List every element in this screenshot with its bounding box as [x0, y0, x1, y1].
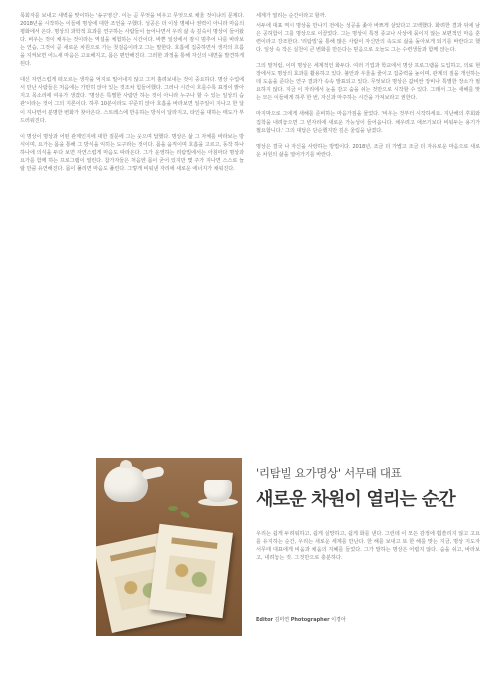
leaf-icon [179, 510, 190, 519]
article-paragraph: 마지막으로 그에게 새해를 준비하는 마음가짐을 물었다. '비우는 것부터 시작하세요. 지난해의 후회와 집착을 내려놓으면 그 빈자리에 새로운 가능성이 들어옵니다. 채우려고 애쓰기보다 비워두는 용기가 필요합니다.' 그의 대답은 단순했지만 깊은 울림을 남겼다. [256, 111, 480, 134]
article-paragraph: 세계가 열리는 순간이라고 할까. [256, 13, 327, 19]
teapot-spout [141, 466, 165, 480]
article-paragraph: 명상은 결국 나 자신을 사랑하는 방법이다. 2018년, 조금 더 가볍고 조금 더 자유로운 마음으로 새로운 차원의 삶을 열어가기를 바란다. [256, 143, 480, 158]
credit-editor-label: Editor [256, 617, 273, 623]
photo-credit [256, 616, 346, 623]
book-cover [149, 524, 233, 618]
feature-kicker: '리탐빌 요가명상' 서무태 대표 [256, 466, 402, 480]
article-paragraph: 목회자를 보내고 새벽을 맞이하는 '송구영신'. 이는 곧 무엇을 비우고 무엇으로 채울 것이냐의 문제다. 2018년을 시작하는 이들에 명상에 대한 조언을 구했다. 성공은 더 이상 명예나 권력이 아니라 마음의 평화에서 온다. 명상의 과학적 효과를 연구하는 사람들이 늘어나면서 우리 삶 속 깊숙이 명상이 들어왔다. 비우는 것이 채우는 것이라는 역설을 체험하는 시간이다. 바쁜 일상에서 잠시 멈추어 나를 바라보는 연습, 그것이 곧 새로운 차원으로 가는 첫걸음이라고 그는 말한다. 호흡에 집중하면서 생각의 흐름을 지켜보면 어느새 마음은 고요해지고, 몸은 편안해진다. 그러한 과정을 통해 자신의 내면을 발견하게 된다. [20, 13, 244, 68]
credit-photo-name: 이경아 [331, 617, 346, 623]
book-title-bar [110, 546, 156, 561]
credit-editor-name: 김미연 [274, 617, 290, 623]
leaf-icon [168, 506, 178, 511]
article-paragraph: 서두에 대표 역시 명상을 만나기 전에는 성공을 좇아 바쁘게 살았다고 고백했다. 화려한 결과 뒤에 남은 공허함이 그를 명상으로 이끌었다. 그는 명상이 특정 종교나 사상에 묶이지 않는 보편적인 마음 훈련이라고 강조한다. '리탐빌'을 통해 많은 사람이 자신만의 속도로 삶을 돌아보게 되기를 바란다고 했다. 일상 속 작은 실천이 큰 변화를 만든다는 믿음으로 오늘도 그는 수련생들과 함께 앉는다. [256, 23, 480, 54]
teacup-icon [204, 480, 232, 502]
feature-headline: 새로운 차원이 열리는 순간 [256, 489, 455, 510]
book-title-bar [171, 537, 217, 549]
article-paragraph: 대신 자연스럽게 떠오르는 생각을 억지로 밀어내지 않고 그저 흘려보내는 것이 중요하다. 명상 수업에서 만난 사람들은 처음에는 가만히 앉아 있는 것조차 힘들어했다. 그러나 시간이 흐를수록 표정이 밝아지고 목소리에 여유가 생겼다. '명상은 특별한 사람만 하는 것이 아니라 누구나 할 수 있는 일상의 습관'이라는 것이 그의 지론이다. 하루 10분이라도 꾸준히 앉아 호흡을 바라보면 일주일이 지나고 한 달이 지나면서 분명한 변화가 찾아온다. 스트레스에 반응하는 방식이 달라지고, 타인을 대하는 태도가 부드러워진다. [20, 77, 244, 124]
feature-heading [256, 465, 480, 511]
credit-photo-label: Photographer [290, 617, 330, 623]
article-column-left [20, 12, 244, 181]
teapot-lid [120, 460, 132, 468]
article-paragraph: 이 명상이 명상과 어떤 관계인지에 대한 질문에 그는 웃으며 답했다. 명상은 삶 그 자체를 바라보는 방식이며, 요가는 몸을 통해 그 방식을 익히는 도구라는 것이다. 몸을 움직이며 호흡을 고르고, 동작 하나하나에 의식을 두다 보면 자연스럽게 마음도 따라온다. 그가 운영하는 리탐빌에서는 아침마다 명상과 요가를 함께 하는 프로그램이 열린다. 참가자들은 처음엔 몸이 굳어 있지만 몇 주가 지나면 스스로 놀랄 만큼 유연해진다. 몸이 풀리면 마음도 풀린다. 그렇게 비워낸 자리에 새로운 에너지가 채워진다. [20, 133, 244, 172]
book-illustration [166, 555, 216, 594]
tea-set-and-books-photo [96, 458, 242, 636]
article-paragraph: 그의 말처럼, 이미 명상은 세계적인 화두다. 여러 기업과 학교에서 명상 프로그램을 도입하고, 의료 현장에서도 명상의 효과를 활용하고 있다. 불안과 우울을 줄이고 집중력을 높이며, 관계의 질을 개선하는 데 도움을 준다는 연구 결과가 속속 발표되고 있다. 무엇보다 명상은 값비싼 장비나 특별한 장소가 필요하지 않다. 지금 이 자리에서 눈을 감고 숨을 쉬는 것만으로 시작할 수 있다. 그래서 그는 새해를 맞는 모든 이들에게 하루 한 번, 자신과 마주하는 시간을 가져보라고 권한다. [256, 63, 480, 102]
article-column-right [256, 12, 480, 167]
feature-intro: 우리는 쉽게 두려워하고, 쉽게 실망하고, 쉽게 화를 낸다. 그런데 이 모든 감정에 휩쓸리지 않고 고요를 유지하는 순간, 우리는 새로운 세계를 만난다. 한 해를 보내고 또 한 해를 맞는 지금, 명상 지도자 서무태 대표에게 비움과 채움의 지혜를 들었다. 그가 말하는 명상은 어렵지 않다. 숨을 쉬고, 바라보고, 내려놓는 것. 그것만으로 충분하다. [256, 531, 480, 561]
